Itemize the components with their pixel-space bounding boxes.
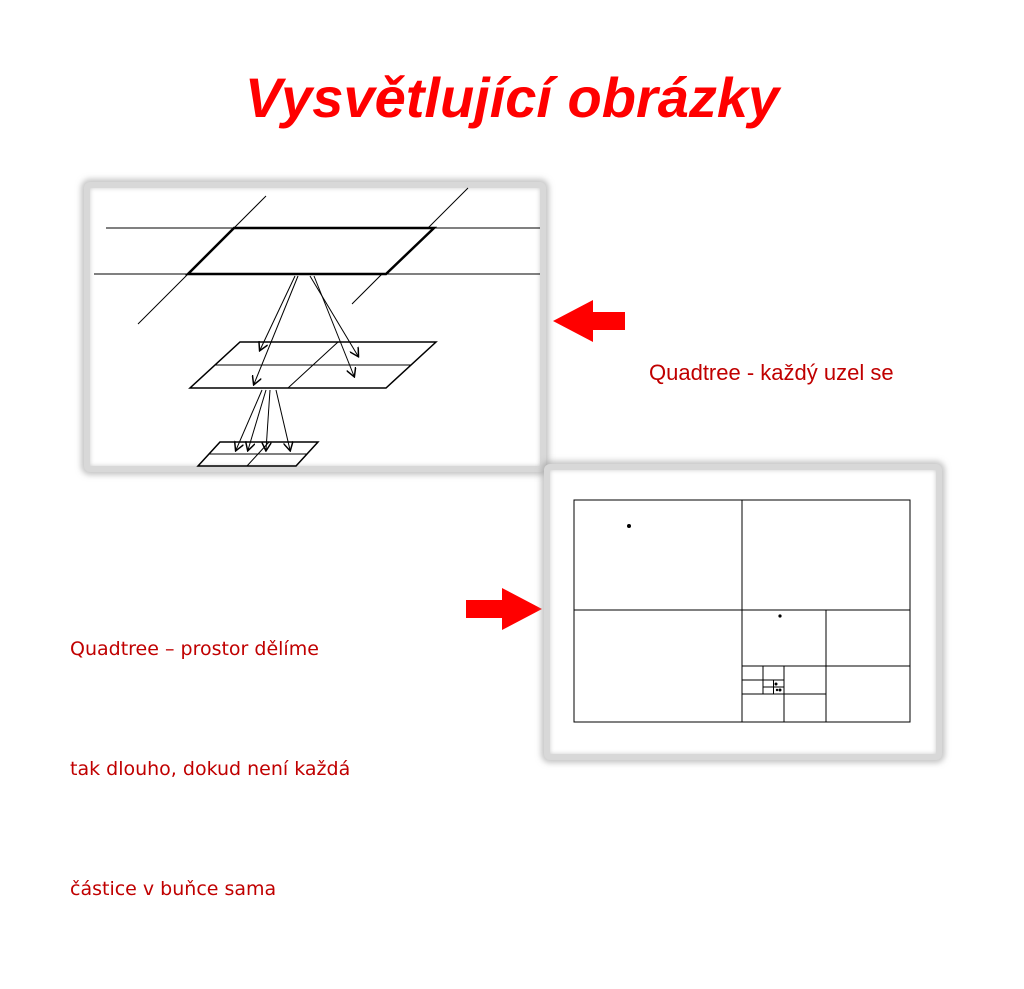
caption-quadtree-space xyxy=(70,549,350,989)
caption-line: tak dlouho, dokud není každá xyxy=(70,758,351,780)
particle xyxy=(775,683,778,686)
particle xyxy=(776,689,778,691)
quadtree-hierarchy-diagram xyxy=(90,188,540,466)
particle xyxy=(627,524,631,528)
quadtree-space-figure xyxy=(544,464,942,760)
particle xyxy=(779,689,782,692)
caption-line: částice v buňce sama xyxy=(70,878,277,900)
quadtree-space-diagram xyxy=(550,470,936,754)
left-arrow-icon xyxy=(553,300,627,342)
caption-line: Quadtree – prostor dělíme xyxy=(70,638,319,660)
quadtree-hierarchy-figure xyxy=(84,182,546,472)
slide-title: Vysvětlující obrázky xyxy=(244,66,780,129)
root-node xyxy=(188,228,434,274)
right-arrow-icon xyxy=(466,588,542,630)
particle xyxy=(778,614,781,617)
caption-line: Quadtree - každý uzel se xyxy=(649,360,894,385)
